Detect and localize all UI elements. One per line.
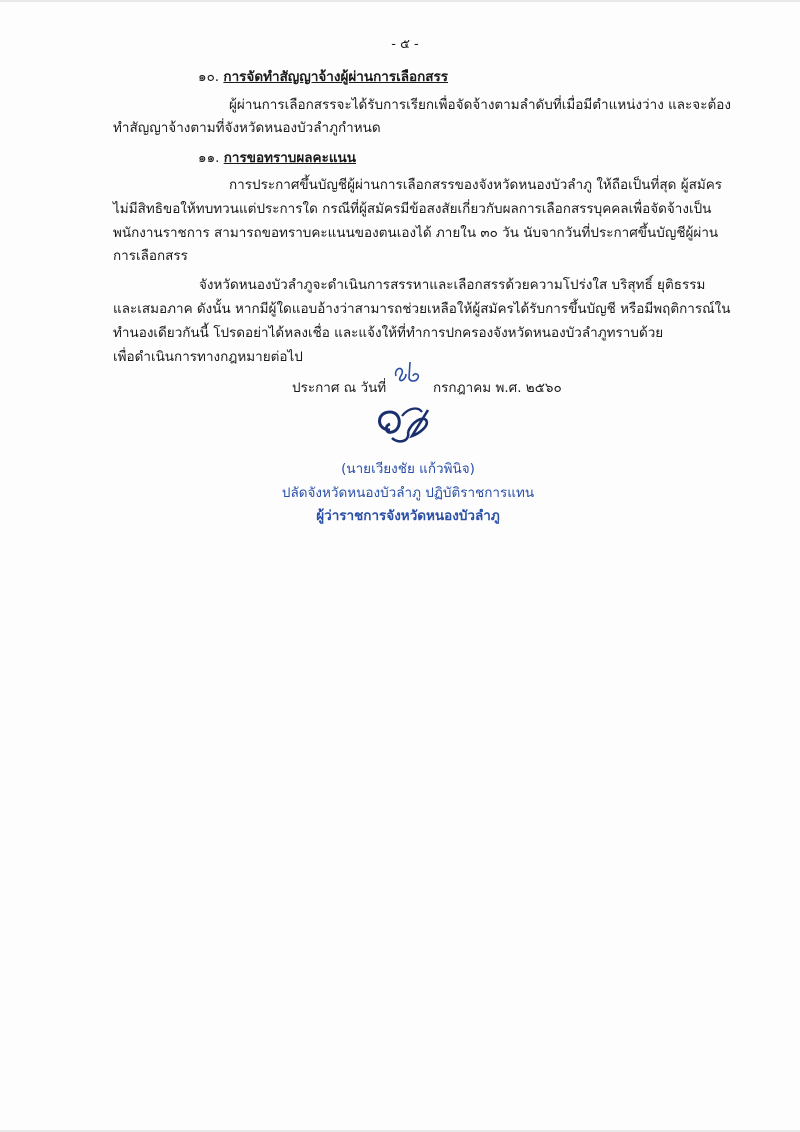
scan-edge-top <box>0 0 800 2</box>
section10-heading <box>198 67 448 87</box>
section11-line-1: การประกาศขึ้นบัญชีผู้ผ่านการเลือกสรรของจังหวัดหนองบัวลำภู ให้ถือเป็นที่สุด ผู้สมัคร <box>229 177 723 193</box>
section10-line-1: ผู้ผ่านการเลือกสรรจะได้รับการเรียกเพื่อจัดจ้างตามลำดับที่เมื่อมีตำแหน่งว่าง และจะต้อง <box>229 97 731 113</box>
section10-line-2: ทำสัญญาจ้างตามที่จังหวัดหนองบัวลำภูกำหนด <box>113 120 381 136</box>
closing-line-4: เพื่อดำเนินการทางกฎหมายต่อไป <box>113 349 303 365</box>
closing-line-1: จังหวัดหนองบัวลำภูจะดำเนินการสรรหาและเลือกสรรด้วยความโปร่งใส บริสุทธิ์ ยุติธรรม <box>199 277 706 293</box>
announce-prefix: ประกาศ ณ วันที่ <box>292 380 387 396</box>
signature-mark <box>368 402 438 452</box>
section11-title: การขอทราบผลคะแนน <box>223 150 356 166</box>
page-number: - ๕ - <box>391 37 419 52</box>
closing-line-3: ทำนองเดียวกันนี้ โปรดอย่าได้หลงเชื่อ และแจ้งให้ที่ทำการปกครองจังหวัดหนองบัวลำภูทราบด้วย <box>113 325 664 341</box>
announce-suffix: กรกฎาคม พ.ศ. ๒๕๖๐ <box>433 380 562 396</box>
closing-line-2: และเสมอภาค ดังนั้น หากมีผู้ใดแอบอ้างว่าสามารถช่วยเหลือให้ผู้สมัครได้รับการขึ้นบัญชี หรือมีพฤติการณ์ใน <box>113 301 731 317</box>
section10-title: การจัดทำสัญญาจ้างผู้ผ่านการเลือกสรร <box>223 69 449 85</box>
handwritten-day <box>392 358 424 384</box>
section10-number: ๑๐. <box>198 69 220 85</box>
section11-line-2: ไม่มีสิทธิขอให้ทบทวนแต่ประการใด กรณีที่ผู้สมัครมีข้อสงสัยเกี่ยวกับผลการเลือกสรรบุคคลเพื่อจัดจ้างเป็น <box>113 201 712 217</box>
section11-line-4: การเลือกสรร <box>113 248 188 264</box>
signatory-name: (นายเวียงชัย แก้วพินิจ) <box>341 461 475 477</box>
section11-heading <box>198 148 356 168</box>
section11-number: ๑๑. <box>198 150 220 166</box>
section11-line-3: พนักงานราชการ สามารถขอทราบคะแนนของตนเองได้ ภายใน ๓๐ วัน นับจากวันที่ประกาศขึ้นบัญชีผู้ผ่าน <box>113 225 719 241</box>
signatory-position-1: ปลัดจังหวัดหนองบัวลำภู ปฏิบัติราชการแทน <box>281 485 535 501</box>
signatory-position-2: ผู้ว่าราชการจังหวัดหนองบัวลำภู <box>316 508 500 524</box>
